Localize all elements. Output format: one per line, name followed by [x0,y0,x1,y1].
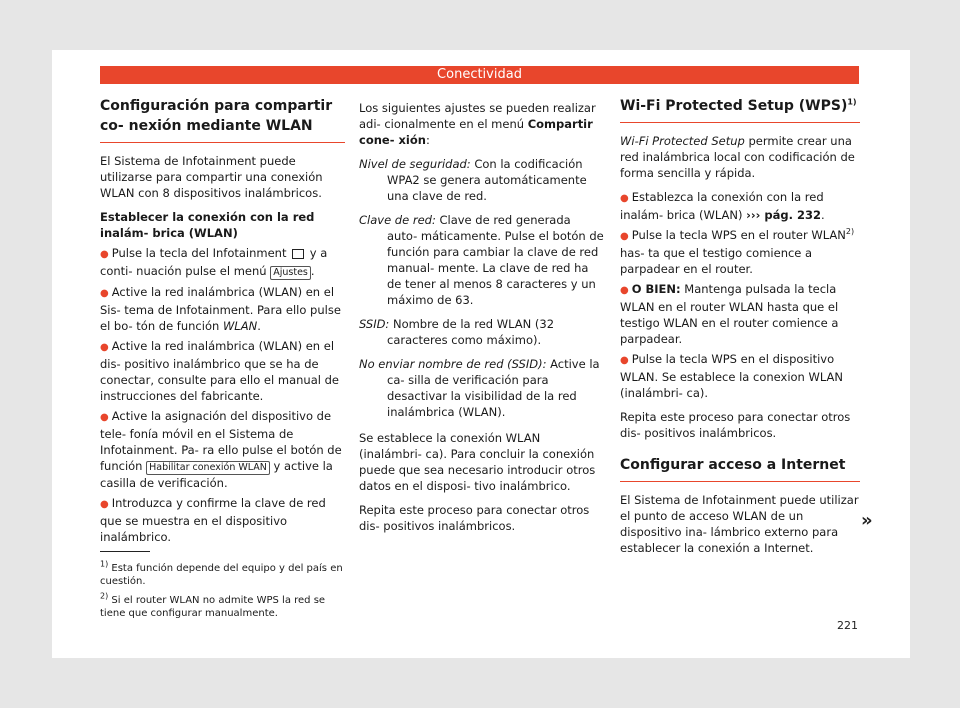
menu-key-icon [292,249,304,259]
wps-intro: Wi-Fi Protected Setup permite crear una red inalámbrica local con codificación de forma sencilla y rápida. [620,134,855,180]
bullet-icon: ● [100,288,109,299]
wps-step-2: ● Pulse la tecla WPS en el router WLAN$^{2)}$ has- ta que el testigo comience a parpadear en el router. [620,227,855,276]
wps-step-3: ● O BIEN: Mantenga pulsada la tecla WLAN en el router WLAN hasta que el testigo WLAN en el router comience a parpadear. [620,282,839,346]
wps-step-4: ● Pulse la tecla WPS en el dispositivo WLAN. Se establece la conexion WLAN (inalámbri- ca). [620,352,844,400]
column-middle [359,100,604,542]
def-clave-red: Clave de red: Clave de red generada auto- máticamente. Pulse el botón de función para cambiar la clave de red manual- mente. La clave de red ha de tener al menos 8 caracteres y un máximo de 63. [359,213,604,307]
step-5: ● Introduzca y confirme la clave de red que se muestra en el dispositivo inalámbrico. [100,496,326,544]
settings-intro: Los siguientes ajustes se pueden realizar adi- cionalmente en el menú Compartir cone- xión: [359,101,596,147]
bullet-icon: ● [100,412,109,423]
def-nivel-seguridad: Nivel de seguridad: Con la codificación WPA2 se genera automáticamente una clave de red. [359,157,587,203]
bullet-icon: ● [620,193,629,204]
internet-paragraph: El Sistema de Infotainment puede utilizar el punto de acceso WLAN de un dispositivo ina- lámbrico externo para establecer la conexión a Internet. [620,493,859,555]
ajustes-button: Ajustes [270,266,311,280]
intro-paragraph: El Sistema de Infotainment puede utilizarse para compartir una conexión WLAN con 8 dispositivos inalámbricos. [100,154,323,200]
bullet-icon: ● [620,285,629,296]
bullet-icon: ● [620,355,629,366]
heading-wps: Wi-Fi Protected Setup (WPS)$^{1)}$ [620,96,860,123]
step-4: ● Active la asignación del dispositivo de tele- fonía móvil en el Sistema de Infotainment. Pa- ra ello pulse el botón de función Habilitar conexión WLAN y active la casilla de verificación. [100,409,342,490]
wps-step-1: ● Establezca la conexión con la red inalám- brica (WLAN) ››› pág. 232. [620,190,825,222]
continue-arrow-icon: » [861,510,873,531]
step-1: ● Pulse la tecla del Infotainment y a conti- nuación pulse el menú Ajustes . [100,246,328,278]
subheading-establecer: Establecer la conexión con la red inalám- brica (WLAN) [100,210,315,240]
page-reference-link[interactable]: ››› pág. 232 [746,208,821,222]
step-3: ● Active la red inalámbrica (WLAN) en el dis- positivo inalámbrico que se ha de conectar, consulte para ello el manual de instrucciones del fabricante. [100,339,339,403]
bullet-icon: ● [100,499,109,510]
page-number: 221 [837,619,858,632]
conexion-paragraph: Se establece la conexión WLAN (inalámbri- ca). Para concluir la conexión puede que sea necesario introducir otros datos en el disposi- tivo inalámbrico. [359,431,596,493]
bullet-icon: ● [100,342,109,353]
section-banner: Conectividad [100,66,859,84]
repeat-paragraph: Repita este proceso para conectar otros dis- positivos inalámbricos. [359,503,590,533]
step-2: ● Active la red inalámbrica (WLAN) en el Sis- tema de Infotainment. Para ello pulse el bo- tón de función WLAN. [100,285,341,333]
def-no-enviar-ssid: No enviar nombre de red (SSID): Active la ca- silla de verificación para desactivar la visibilidad de la red inalámbrica (WLAN). [359,357,600,419]
column-right [620,96,860,564]
column-left [100,96,345,553]
bullet-icon: ● [620,231,629,242]
bullet-icon: ● [100,249,109,260]
heading-compartir-conexion: Configuración para compartir co- nexión mediante WLAN [100,96,345,143]
def-ssid: SSID: Nombre de la red WLAN (32 caracteres como máximo). [359,317,555,347]
habilitar-wlan-button: Habilitar conexión WLAN [146,461,270,475]
footnote-2: $^{2)}$ Si el router WLAN no admite WPS la red se tiene que configurar manualmente. [100,591,326,619]
wps-repeat: Repita este proceso para conectar otros dis- positivos inalámbricos. [620,410,851,440]
footnote-1: $^{1)}$ Esta función depende del equipo y del país en cuestión. [100,559,343,587]
footnote-divider [100,551,150,552]
heading-internet: Configurar acceso a Internet [620,455,860,482]
